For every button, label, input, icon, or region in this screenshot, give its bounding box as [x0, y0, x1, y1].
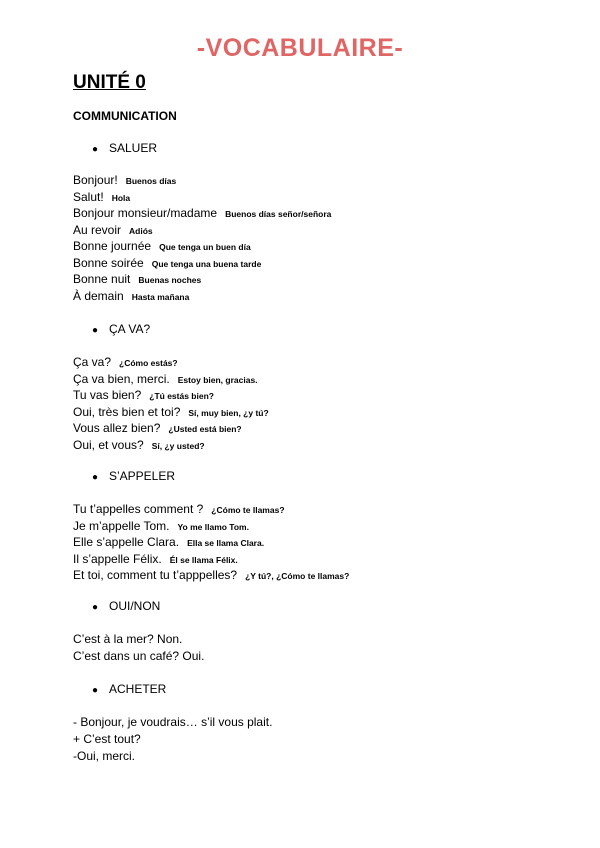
- section-title: COMMUNICATION: [73, 109, 177, 123]
- french-phrase: Ça va?: [73, 355, 112, 369]
- dialogue-line: - Bonjour, je voudrais… s’il vous plait.: [73, 715, 273, 729]
- vocab-line: [73, 404, 269, 421]
- vocab-line: [73, 238, 331, 255]
- vocab-line: [73, 371, 269, 388]
- spanish-translation: ¿Cómo te llamas?: [211, 505, 285, 515]
- dialogue-line: + C’est tout?: [73, 732, 141, 746]
- french-phrase: Bonjour monsieur/madame: [73, 206, 218, 220]
- french-phrase: Oui, et vous?: [73, 437, 144, 452]
- french-phrase: Et toi, comment tu t’apppelles?: [73, 568, 238, 582]
- section-heading-ouinon: ● OUI/NON: [92, 599, 161, 613]
- saluer-list: [73, 172, 331, 304]
- vocab-line: [73, 437, 269, 454]
- spanish-translation: ¿Y tú?, ¿Cómo te llamas?: [245, 571, 350, 581]
- dialogue-line: -Oui, merci.: [73, 749, 136, 763]
- french-phrase: Au revoir: [73, 222, 122, 237]
- spanish-translation: Buenos días señor/señora: [225, 209, 332, 219]
- french-phrase: Bonjour!: [73, 173, 118, 187]
- vocab-line: [73, 172, 331, 189]
- vocab-line: [73, 534, 349, 551]
- french-phrase: Elle s’appelle Clara.: [73, 535, 180, 549]
- french-phrase: Salut!: [73, 189, 104, 204]
- spanish-translation: Adiós: [129, 225, 153, 236]
- french-phrase: Bonne soirée: [73, 255, 144, 270]
- french-phrase: Il s’appelle Félix.: [73, 551, 162, 566]
- spanish-translation: Sí, ¿y usted?: [151, 440, 205, 451]
- vocab-line: [73, 387, 269, 404]
- section-heading-sappeler: ● S’APPELER: [92, 469, 176, 483]
- spanish-translation: ¿Cómo estás?: [119, 358, 178, 368]
- spanish-translation: Buenos días: [125, 176, 177, 186]
- spanish-translation: Él se llama Félix.: [169, 554, 238, 565]
- vocab-line: [73, 501, 349, 518]
- french-phrase: Vous allez bien?: [73, 421, 161, 435]
- vocab-line: [73, 271, 331, 288]
- french-phrase: Bonne journée: [73, 239, 152, 253]
- vocab-line: [73, 567, 349, 584]
- page-title: -VOCABULAIRE-: [196, 34, 404, 62]
- cava-list: [73, 354, 269, 453]
- vocab-line: [73, 189, 331, 206]
- spanish-translation: Ella se llama Clara.: [187, 538, 265, 548]
- french-phrase: Tu vas bien?: [73, 388, 142, 402]
- vocab-line: [73, 551, 349, 568]
- french-phrase: Tu t’appelles comment ?: [73, 502, 204, 516]
- vocab-line: [73, 222, 331, 239]
- vocab-line: [73, 255, 331, 272]
- vocab-line: [73, 288, 331, 305]
- vocab-line: [73, 354, 269, 371]
- french-phrase: Ça va bien, merci.: [73, 371, 170, 386]
- vocab-line: [73, 420, 269, 437]
- spanish-translation: Que tenga un buen día: [159, 242, 251, 252]
- section-heading-saluer: ● SALUER: [92, 141, 158, 155]
- spanish-translation: Estoy bien, gracias.: [177, 374, 258, 385]
- spanish-translation: ¿Usted está bien?: [168, 424, 242, 434]
- ouinon-list: [73, 631, 204, 665]
- french-phrase: Bonne nuit: [73, 272, 131, 286]
- spanish-translation: Sí, muy bien, ¿y tú?: [188, 407, 269, 418]
- french-phrase: À demain: [73, 288, 124, 303]
- dialogue-line: C’est dans un café? Oui.: [73, 649, 205, 663]
- vocab-line: [73, 518, 349, 535]
- dialogue-line: C’est à la mer? Non.: [73, 632, 183, 646]
- acheter-list: [73, 714, 272, 765]
- french-phrase: Oui, très bien et toi?: [73, 404, 181, 419]
- spanish-translation: ¿Tú estás bien?: [149, 391, 214, 401]
- vocab-line: [73, 205, 331, 222]
- bullet-icon: ●: [92, 144, 99, 155]
- bullet-icon: ●: [92, 602, 99, 613]
- spanish-translation: Hasta mañana: [131, 291, 190, 302]
- bullet-icon: ●: [92, 325, 99, 336]
- spanish-translation: Buenas noches: [138, 275, 202, 285]
- bullet-icon: ●: [92, 685, 99, 696]
- section-heading-acheter: ● ACHETER: [92, 682, 167, 696]
- spanish-translation: Que tenga una buena tarde: [151, 258, 262, 269]
- spanish-translation: Yo me llamo Tom.: [177, 521, 249, 532]
- bullet-icon: ●: [92, 472, 99, 483]
- french-phrase: Je m’appelle Tom.: [73, 518, 170, 533]
- sappeler-list: [73, 501, 349, 584]
- unit-heading: UNITÉ 0: [73, 72, 146, 93]
- section-heading-cava: ● ÇA VA?: [92, 322, 151, 336]
- spanish-translation: Hola: [111, 192, 131, 203]
